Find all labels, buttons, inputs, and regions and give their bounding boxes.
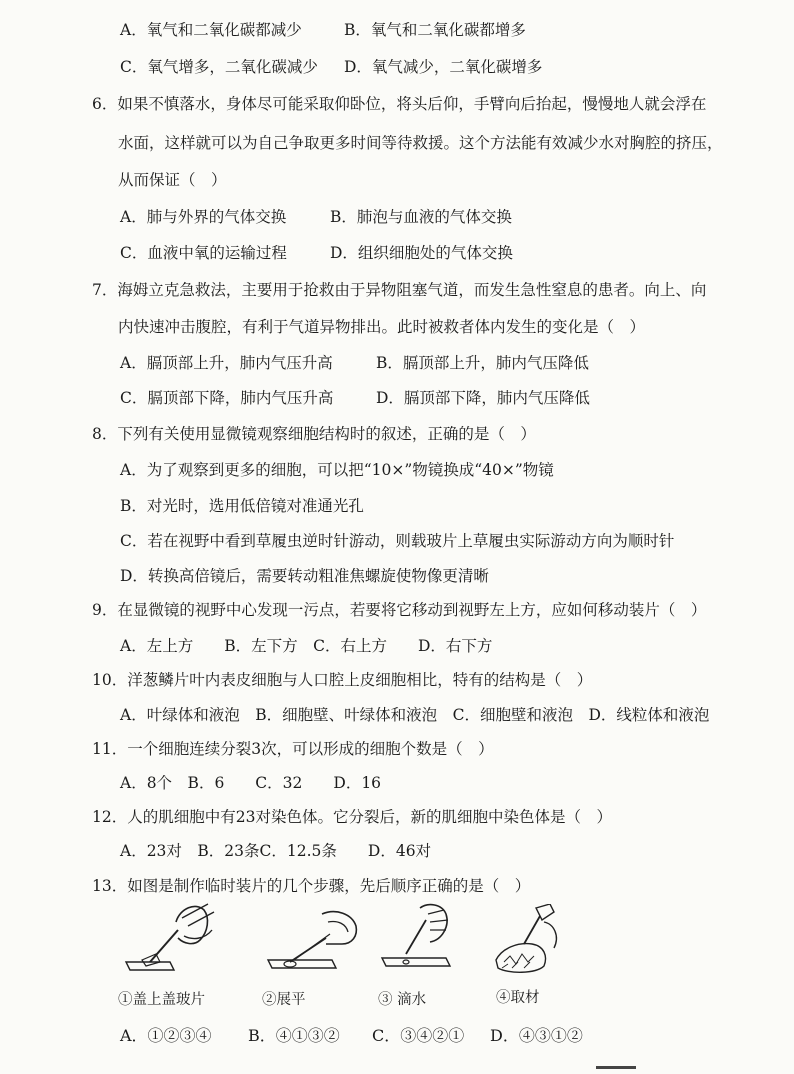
step-4-take-material-figure: [488, 904, 568, 984]
q7-stem-line-1: 7．海姆立克急救法，主要用于抢救由于异物阻塞气道，而发生急性窒息的患者。向上、向: [92, 281, 707, 299]
q6-stem-line-2: 水面，这样就可以为自己争取更多时间等待救援。这个方法能有效减少水对胸腔的挤压，: [118, 134, 723, 152]
q10-options: A．叶绿体和液泡 B．细胞壁、叶绿体和液泡 C．细胞壁和液泡 D．线粒体和液泡: [120, 706, 710, 724]
q11-stem: 11．一个细胞连续分裂3次，可以形成的细胞个数是（ ）: [92, 740, 494, 758]
q8-option-d: D．转换高倍镜后，需要转动粗准焦螺旋使物像更清晰: [120, 567, 489, 585]
step-3-drop-water-figure: [376, 900, 476, 984]
q13-option-b: B．④①③②: [248, 1026, 340, 1045]
step-2-label: ②展平: [262, 992, 306, 1008]
q13-option-d: D．④③①②: [490, 1026, 583, 1045]
q8-option-a: A．为了观察到更多的细胞，可以把“10×”物镜换成“40×”物镜: [120, 461, 554, 479]
q5-option-b: B．氧气和二氧化碳都增多: [344, 21, 526, 39]
q13-option-c: C．③④②①: [372, 1026, 465, 1045]
q9-options: A．左上方 B．左下方 C．右上方 D．右下方: [120, 637, 493, 655]
q13-option-a: A．①②③④: [120, 1026, 212, 1045]
q8-stem: 8．下列有关使用显微镜观察细胞结构时的叙述，正确的是（ ）: [92, 425, 536, 443]
q5-option-a: A．氧气和二氧化碳都减少: [120, 21, 302, 39]
q6-option-d: D．组织细胞处的气体交换: [330, 244, 513, 262]
q6-option-b: B．肺泡与血液的气体交换: [330, 208, 512, 226]
step-1-label: ①盖上盖玻片: [118, 992, 205, 1008]
q7-option-d: D．膈顶部下降，肺内气压降低: [376, 389, 590, 407]
q9-stem: 9．在显微镜的视野中心发现一污点，若要将它移动到视野左上方，应如何移动装片（ ）: [92, 601, 707, 619]
step-3-label: ③ 滴水: [378, 992, 427, 1008]
q11-options: A．8个 B．6 C．32 D．16: [120, 774, 382, 792]
q6-stem-line-1: 6．如果不慎落水，身体尽可能采取仰卧位，将头后仰，手臂向后抬起，慢慢地人就会浮在: [92, 95, 707, 113]
q6-option-a: A．肺与外界的气体交换: [120, 208, 287, 226]
q10-stem: 10．洋葱鳞片叶内表皮细胞与人口腔上皮细胞相比，特有的结构是（ ）: [92, 671, 593, 689]
q7-stem-line-2: 内快速冲击腹腔，有利于气道异物排出。此时被救者体内发生的变化是（ ）: [118, 318, 646, 336]
q5-option-c: C．氧气增多，二氧化碳减少: [120, 58, 318, 76]
q6-stem-line-3: 从而保证（ ）: [118, 171, 227, 189]
q7-option-b: B．膈顶部上升，肺内气压降低: [376, 354, 589, 372]
q12-options: A．23对 B．23条C．12.5条 D．46对: [120, 842, 432, 860]
step-2-spread-figure: [256, 904, 368, 986]
q13-stem: 13．如图是制作临时装片的几个步骤，先后顺序正确的是（ ）: [92, 877, 531, 895]
q12-stem: 12．人的肌细胞中有23对染色体。它分裂后，新的肌细胞中染色体是（ ）: [92, 808, 612, 826]
step-1-cover-slip-figure: [118, 900, 228, 984]
q7-option-c: C．膈顶部下降，肺内气压升高: [120, 389, 334, 407]
q8-option-b: B．对光时，选用低倍镜对准通光孔: [120, 497, 364, 515]
step-4-label: ④取材: [496, 990, 540, 1006]
page-edge-mark: [596, 1066, 636, 1069]
q7-option-a: A．膈顶部上升，肺内气压升高: [120, 354, 333, 372]
q8-option-c: C．若在视野中看到草履虫逆时针游动，则载玻片上草履虫实际游动方向为顺时针: [120, 532, 675, 550]
q5-option-d: D．氧气减少，二氧化碳增多: [344, 58, 543, 76]
q6-option-c: C．血液中氧的运输过程: [120, 244, 287, 262]
